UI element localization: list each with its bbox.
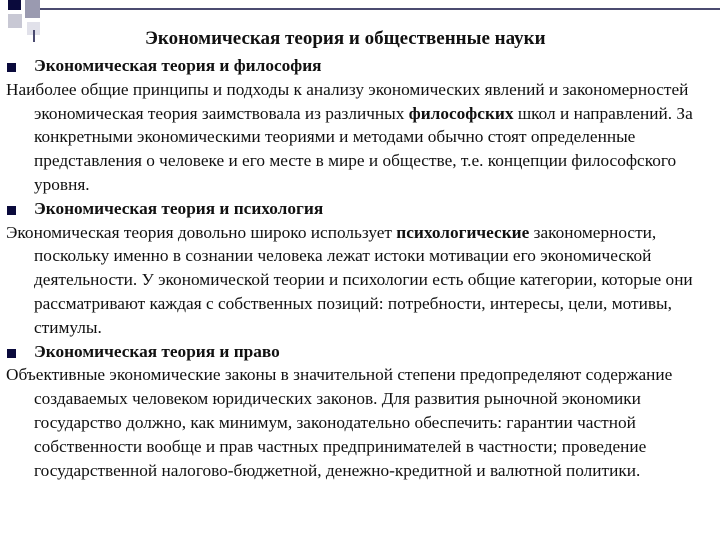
header-rule	[40, 8, 720, 10]
square-bullet-icon	[7, 349, 16, 358]
square-bullet-icon	[7, 63, 16, 72]
section-text-law: Объективные экономические законы в значительной степени предопределяют содержание создаваемых человеком юридических законов. Для развития рыночной экономики государство должно, как минимум, законодательно обеспечить: гарантии частной собственности вообще и прав частных предпринимателей в частности; проведение государственной налогово-бюджетной, денежно-кредитной и валютной политики.	[6, 365, 673, 480]
section-heading-psychology: Экономическая теория и психология	[6, 197, 714, 221]
section-text-philosophy: Наиболее общие принципы и подходы к анализу экономических явлений и закономерностей экономическая теория заимствовала из различных философских школ и направлений. За конкретными экономическими теориями и методами обычно стоят определенные представления о человеке и его месте в мире и обществе, т.е. концепции философского уровня.	[6, 79, 693, 194]
section-text-psychology: Экономическая теория довольно широко использует психологические закономерности, поскольку именно в сознании человека лежат истоки мотивации его экономической деятельности. У экономической теории и психологии есть общие категории, которые они рассматривают каждая с собственных позиций: потребности, интересы, цели, мотивы, стимулы.	[6, 222, 693, 337]
header-tick	[33, 30, 35, 42]
section-heading-philosophy: Экономическая теория и философия	[6, 54, 714, 78]
slide-title: Экономическая теория и общественные науки	[145, 28, 546, 49]
slide-content	[6, 54, 714, 482]
corner-square-grey	[25, 0, 40, 18]
section-heading-law: Экономическая теория и право	[6, 340, 714, 364]
square-bullet-icon	[7, 206, 16, 215]
corner-square-light	[8, 14, 22, 28]
corner-square-dark	[8, 0, 21, 10]
